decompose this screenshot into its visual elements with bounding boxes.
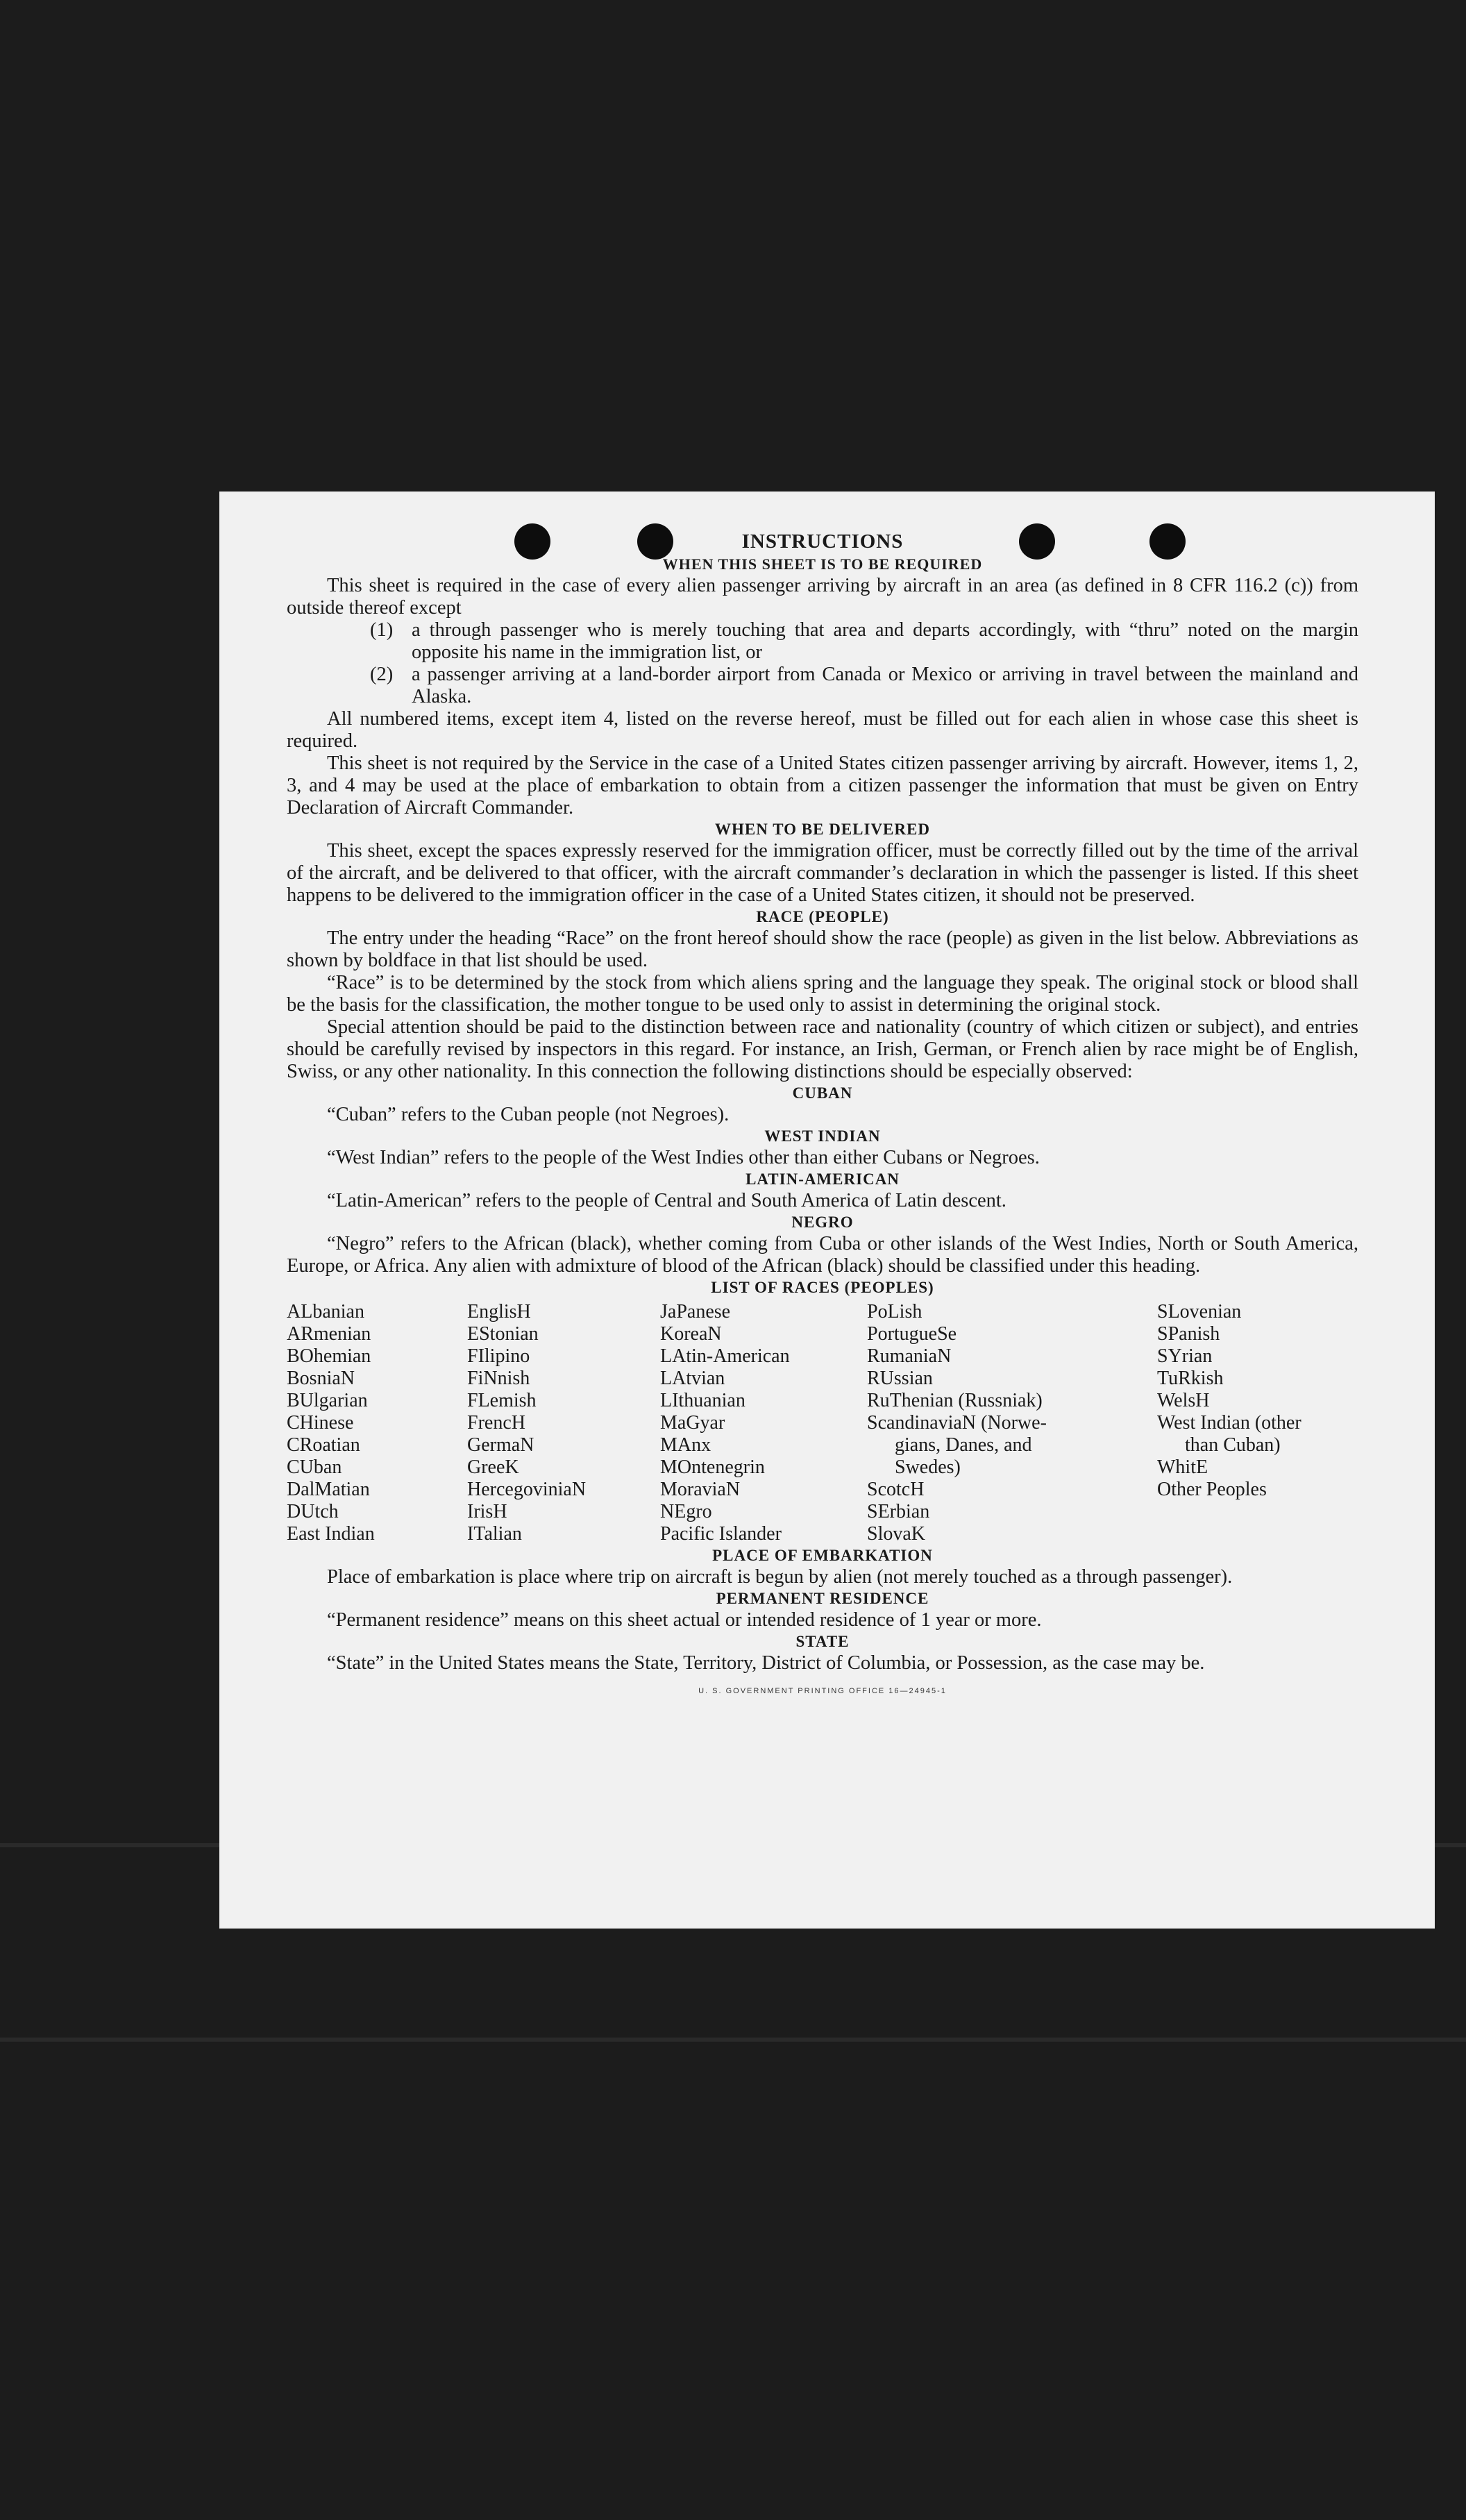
race-entry: RuThenian (Russniak) <box>867 1390 1043 1411</box>
race-entry: MoraviaN <box>660 1479 741 1500</box>
section-heading-required: WHEN THIS SHEET IS TO BE REQUIRED <box>662 555 983 573</box>
race-entry: SLovenian <box>1157 1301 1242 1322</box>
section-heading-embarkation: PLACE OF EMBARKATION <box>712 1547 933 1564</box>
race-entry: BOhemian <box>287 1345 371 1367</box>
section-heading-latin-american: LATIN-AMERICAN <box>745 1170 900 1188</box>
races-column <box>660 1301 867 1545</box>
race-entry: WelsH <box>1157 1390 1210 1411</box>
item-text: a through passenger who is merely touching that area and departs accordingly, with “thru” noted on the margin opposite his name in the immigration list, or <box>412 619 1358 663</box>
race-entry: West Indian (other <box>1157 1412 1301 1434</box>
race-entry: East Indian <box>287 1523 375 1545</box>
section-heading-cuban: CUBAN <box>792 1084 853 1102</box>
race-entry: NEgro <box>660 1501 712 1522</box>
section-heading-races-list: LIST OF RACES (PEOPLES) <box>711 1279 934 1296</box>
race-entry: ScotcH <box>867 1479 925 1500</box>
races-column <box>1157 1301 1358 1545</box>
race-entry: WhitE <box>1157 1456 1208 1478</box>
race-entry: TuRkish <box>1157 1368 1224 1389</box>
race-entry: gians, Danes, and <box>895 1434 1032 1456</box>
race-entry: LAtvian <box>660 1368 725 1389</box>
section-heading-west-indian: WEST INDIAN <box>764 1127 881 1145</box>
race-entry: ScandinaviaN (Norwe- <box>867 1412 1047 1434</box>
race-entry: SErbian <box>867 1501 930 1522</box>
section-heading-race: RACE (PEOPLE) <box>756 908 889 925</box>
race-entry: PortugueSe <box>867 1323 957 1345</box>
race-entry: HercegoviniaN <box>467 1479 587 1500</box>
race-entry: GermaN <box>467 1434 534 1456</box>
latin-american-definition: “Latin-American” refers to the people of Central and South America of Latin descent. <box>327 1190 1006 1211</box>
race-entry: GreeK <box>467 1456 519 1478</box>
races-column <box>287 1301 467 1545</box>
instructions-content <box>287 530 1358 1702</box>
race-entry: Pacific Islander <box>660 1523 782 1545</box>
item-text: a passenger arriving at a land-border airport from Canada or Mexico or arriving in travel between the mainland and Alaska. <box>412 664 1358 707</box>
race-entry: JaPanese <box>660 1301 731 1322</box>
section-heading-residence: PERMANENT RESIDENCE <box>716 1590 929 1607</box>
race-entry: Swedes) <box>895 1456 961 1478</box>
intro-paragraph: This sheet is required in the case of every alien passenger arriving by aircraft in an area (as defined in 8 CFR 116.2 (c)) from outside thereof except <box>287 575 1358 619</box>
races-list <box>287 1301 1358 1545</box>
race-entry: RumaniaN <box>867 1345 952 1367</box>
film-band <box>0 2038 1466 2042</box>
race-entry: MOntenegrin <box>660 1456 765 1478</box>
race-entry: LIthuanian <box>660 1390 745 1411</box>
race-entry: BosniaN <box>287 1368 355 1389</box>
race-entry: EnglisH <box>467 1301 531 1322</box>
races-column <box>467 1301 660 1545</box>
race-entry: RUssian <box>867 1368 933 1389</box>
race-entry: KoreaN <box>660 1323 722 1345</box>
punch-hole <box>514 523 550 560</box>
negro-definition: “Negro” refers to the African (black), whether coming from Cuba or other islands of the West Indies, North or South America, Europe, or Africa. Any alien with admixture of blood of the African (black) should be classified under this heading. <box>287 1233 1358 1277</box>
race-entry: BUlgarian <box>287 1390 368 1411</box>
race-entry: PoLish <box>867 1301 922 1322</box>
race-entry: ALbanian <box>287 1301 364 1322</box>
race-entry: FiNnish <box>467 1368 530 1389</box>
race-entry: SYrian <box>1157 1345 1213 1367</box>
race-entry: SPanish <box>1157 1323 1220 1345</box>
races-column <box>867 1301 1157 1545</box>
race-entry: FLemish <box>467 1390 537 1411</box>
document-sheet <box>219 492 1435 1929</box>
cuban-definition: “Cuban” refers to the Cuban people (not Negroes). <box>327 1104 730 1125</box>
race-entry: ITalian <box>467 1523 522 1545</box>
race-entry: SlovaK <box>867 1523 925 1545</box>
item-number: (1) <box>370 619 394 641</box>
race-entry: IrisH <box>467 1501 507 1522</box>
race-entry: CUban <box>287 1456 342 1478</box>
punch-hole <box>1019 523 1055 560</box>
race-entry: EStonian <box>467 1323 539 1345</box>
race-entry: Other Peoples <box>1157 1479 1267 1500</box>
race-entry: DUtch <box>287 1501 339 1522</box>
race-entry: CHinese <box>287 1412 354 1434</box>
race-paragraph: “Race” is to be determined by the stock from which aliens spring and the language they speak. The original stock or blood shall be the basis for the classification, the mother tongue to be used only to assist in determining the original stock. <box>287 972 1358 1016</box>
race-entry: MAnx <box>660 1434 711 1456</box>
race-entry: ARmenian <box>287 1323 371 1345</box>
items-paragraph: All numbered items, except item 4, listed on the reverse hereof, must be filled out for each alien in whose case this sheet is required. <box>287 708 1358 752</box>
race-paragraph: Special attention should be paid to the distinction between race and nationality (country of which citizen or subject), and entries should be carefully revised by inspectors in this regard. For instance, an Irish, German, or French alien by race might be of English, Swiss, or any other nationality. In this connection the following distinctions should be especially observed: <box>287 1016 1358 1082</box>
section-heading-state: STATE <box>795 1633 850 1650</box>
punch-hole <box>1149 523 1186 560</box>
race-paragraph: The entry under the heading “Race” on the front hereof should show the race (people) as given in the list below. Abbreviations as shown by boldface in that list should be used. <box>287 927 1358 971</box>
exception-item <box>287 619 1358 664</box>
item-number: (2) <box>370 664 394 685</box>
embarkation-definition: Place of embarkation is place where trip on aircraft is begun by alien (not merely touched as a through passenger). <box>327 1566 1233 1588</box>
state-definition: “State” in the United States means the State, Territory, District of Columbia, or Possession, as the case may be. <box>327 1652 1205 1674</box>
page-title: INSTRUCTIONS <box>741 530 904 553</box>
section-heading-delivered: WHEN TO BE DELIVERED <box>715 821 930 838</box>
citizen-paragraph: This sheet is not required by the Service in the case of a United States citizen passenger arriving by aircraft. However, items 1, 2, 3, and 4 may be used at the place of embarkation to obtain from a citizen passenger the information that must be given on Entry Declaration of Aircraft Commander. <box>287 753 1358 818</box>
delivered-paragraph: This sheet, except the spaces expressly reserved for the immigration officer, must be correctly filled out by the time of the arrival of the aircraft, and be delivered to that officer, with the aircraft commander’s declaration in which the passenger is listed. If this sheet happens to be delivered to the immigration officer in the case of a United States citizen, it should not be preserved. <box>287 840 1358 906</box>
race-entry: MaGyar <box>660 1412 725 1434</box>
printer-imprint: U. S. GOVERNMENT PRINTING OFFICE 16—24945-1 <box>698 1687 947 1695</box>
race-entry: FIlipino <box>467 1345 530 1367</box>
race-entry: DalMatian <box>287 1479 370 1500</box>
race-entry: FrencH <box>467 1412 525 1434</box>
section-heading-negro: NEGRO <box>791 1213 854 1231</box>
race-entry: CRoatian <box>287 1434 360 1456</box>
west-indian-definition: “West Indian” refers to the people of the West Indies other than either Cubans or Negroes. <box>327 1147 1040 1168</box>
residence-definition: “Permanent residence” means on this sheet actual or intended residence of 1 year or more. <box>327 1609 1042 1631</box>
exception-item <box>287 664 1358 708</box>
race-entry: LAtin-American <box>660 1345 790 1367</box>
punch-hole <box>637 523 673 560</box>
race-entry: than Cuban) <box>1185 1434 1281 1456</box>
